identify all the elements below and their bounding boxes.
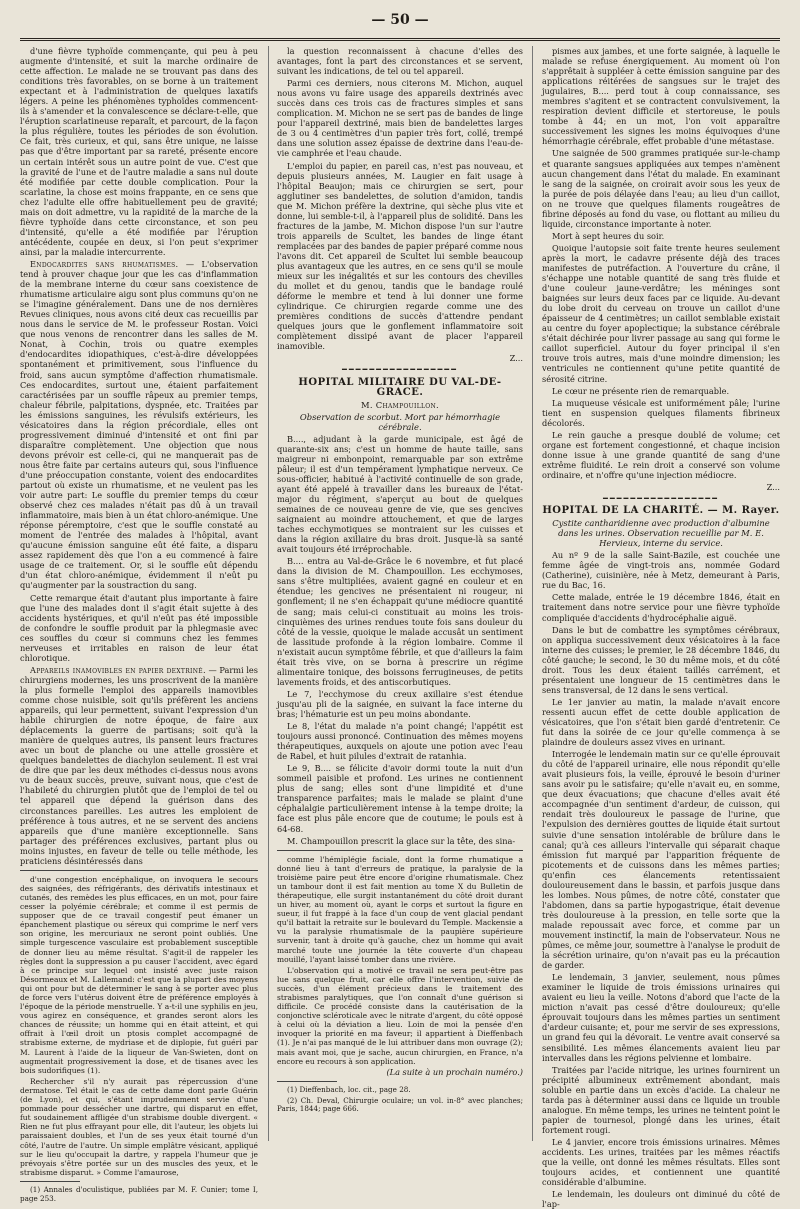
paragraph: Interrogée le lendemain matin sur ce qu'elle éprouvait du côté de l'appareil urinaire, elle nous répondit qu'elle avait plusieurs fois, la veille, éprouvé le besoin d'uriner sans avoir pu le satisfaire; qu'elle n'avait eu, en somme, que deux évacuations; que chacune d'elles avait été accompagnée d'un sentiment d'ardeur, de cuisson, qui rendait très douloureux le passage de l'urine, que l'expulsion des dernières gouttes de liquide était surtout suivie d'une sensation intolérable de brûlure dans le canal; qu'à ces ailleurs l'intervalle qui séparait chaque émission fut marqué par l'apparition fréquente de picotements et de cuissons dans les mêmes parties; qu'enfin ces élancements retentissaient douloureusement dans le bassin, et parfois jusque dans les lombes. Nous pûmes, de notre côté, constater que l'abdomen, dans sa partie hypogastrique, était devenue très douloureuse à la pression, en telle sorte que la malade repoussait avec force, et comme par un mouvement instinctif, la main de l'observateur. Nous ne pûmes, ce même jour, soumettre à l'analyse le produit de la sécrétion urinaire, qu'on n'avait pas eu la précaution de garder.	[542, 749, 780, 971]
paragraph: Le rein gauche a presque doublé de volume; cet organe est fortement congestionné, et chaque incision donne issue à une grande quantité de sang d'une extrême fluidité. Le rein droit a conservé son volume ordinaire, et n'offre qu'une injection médiocre.	[542, 429, 780, 480]
divider	[20, 870, 258, 871]
signature: Z...	[509, 353, 523, 364]
paragraph: Rechercher s'il n'y aurait pas répercussion d'une dermatose. Tel était le cas de cette dame dont parle Guérin (de Lyon), et qui, s'étant imprudemment servie d'une pommade pour dessécher une dartre, qui disparut en effet, fut soudainement affligée d'un strabisme double divergent. « Rien ne fut plus effrayant pour elle, dit l'auteur, les objets lui paraissaient doubles, et l'un de ses yeux était tourné d'un côté, l'autre de l'autre. Un simple emplâtre vésicant, appliqué sur le lieu qu'occupait la dartre, y rappela l'humeur que je prévoyais s'être portée sur un des muscles des yeux, et le strabisme disparut. » Comme l'amaurose,	[20, 1076, 258, 1177]
paragraph	[20, 259, 258, 591]
paragraph: Dans le but de combattre les symptômes cérébraux, on appliqua successivement deux vésicatoires à la face interne des cuisses; le premier, le 28 décembre 1846, du côté gauche; le second, le 30 du même mois, et du côté droit. Tous les deux étaient taillés carrément, et présentaient une longueur de 15 centimètres dans le sens transversal, de 12 dans le sens vertical.	[542, 624, 780, 695]
section-author: M. Champouillon.	[361, 399, 439, 410]
paragraph: Le 1er janvier au matin, la malade n'avait encore ressenti aucun effet de cette double application de vésicatoires, que l'on s'était bien gardé d'entretenir. Ce fut dans la soirée de ce jour qu'elle commença à se plaindre de douleurs assez vives en urinant.	[542, 696, 780, 748]
page-header	[20, 12, 780, 34]
paragraph: B.... entra au Val-de-Grâce le 6 novembre, et fut placé dans la division de M. Champouillon. Les ecchymoses, sans s'être multipliées, avaient gagné en couleur et en étendue; les gencives ne présentaient ni rougeur, ni gonflement; il ne s'en échappait qu'une médiocre quantité de sang; mais celui-ci constituait au moins les trois-cinquièmes des urines rendues toute fois sans douleur du côté de la vessie, quoique le malade accusât un sentiment de lassitude profonde à la région lombaire. Comme il n'existait aucun symptôme fébrile, et que d'ailleurs la faim était très vive, on se borna à prescrire un régime alimentaire tonique, des boissons ferrugineuses, de petits lavements froids, et des antiscorbutiques.	[277, 556, 523, 687]
section-heading: Appareils inamovibles en papier dextriné.	[30, 664, 206, 675]
signature: Z...	[766, 481, 780, 492]
paragraph: L'observation qui a motivé ce travail ne sera peut-être pas lue sans quelque fruit, car elle offre l'intervention, suivie de succès, d'un élément précieux dans le traitement des strabismes paralytiques, que l'on connaît d'une guérison si difficile. Ce procédé consiste dans la cautérisation de la conjonctive scléroticale avec le nitrate d'argent, du côté opposé à celui où la déviation a lieu. Loin de moi la pensée d'en invoquer la priorité en ma faveur; il appartient à Dieffenbach (1). Je n'ai pas manqué de le lui attribuer dans mon ouvrage (2); mais avant moi, que je sache, aucun chirurgien, en France, n'a encore eu recours à son application.	[277, 965, 523, 1066]
section-subtitle: Cystite cantharidienne avec production d'albumine dans les urines. Observation recueillie par M. E. Hervieux, interne du service.	[552, 518, 770, 549]
paragraph: Le cœur ne présente rien de remarquable.	[552, 385, 730, 396]
paragraph	[20, 665, 258, 866]
paragraph: Cette malade, entrée le 19 décembre 1846, était en traitement dans notre service pour une fièvre typhoïde compliquée d'accidents d'hydrocéphalie aiguë.	[542, 592, 780, 623]
footnote-rule	[20, 1181, 80, 1182]
serial-section	[20, 875, 258, 1204]
footnote: (2) Ch. Deval, Chirurgie oculaire; un vol. in-8° avec planches; Paris, 1844; page 666.	[277, 1095, 523, 1114]
paragraph: d'une congestion encéphalique, on invoquera le secours des saignées, des réfrigérants, des dérivatifs intestinaux et cutanés, des remèdes les plus efficaces, en un mot, pour faire cesser la polyémie cérébrale; et comme il est permis de supposer que de ce travail congestif peut émaner un épanchement plastique ou séreux qui comprime le nerf vers son origine, les mercuriaux ne seront point oubliés. Une simple turgescence vasculaire est probablement susceptible de donner lieu au même résultat. S'agit-il de rappeler les règles dont la suppression a pu causer l'accident, avec égard à ce principe sur lequel ont insisté avec juste raison Désormeaux et M. Lallemand: c'est que la plupart des moyens qui ont pour but de déterminer le sang à se porter avec plus de force vers l'utérus doivent être de préférence employés à l'époque de la période menstruelle. Y a-t-il une syphilis en jeu, vous agirez en conséquence, et grandes seront alors les chances de réussite; un homme qui en était atteint, et qui offrait à l'œil droit un ptosis complet accompagné de strabisme externe, de mydriase et de diplopie, fut guéri par M. Laurent à l'aide de la liqueur de Van-Swieten, dont on augmentait progressivement la dose, et de tisanes avec les bois sudorifiques (1).	[20, 874, 258, 1075]
footnote: (1) Annales d'oculistique, publiées par M. F. Cunier; tome I, page 253.	[20, 1184, 258, 1203]
paragraph: la question reconnaissent à chacune d'elles des avantages, font la part des circonstances et se servent, suivant les indications, de tel ou tel appareil.	[277, 46, 523, 77]
paragraph: Le lendemain, 3 janvier, seulement, nous pûmes examiner le liquide de trois émissions urinaires qui avaient eu lieu la veille. Notons d'abord que l'acte de la miction n'avait pas cessé d'être douloureux; qu'elle éprouvait toujours dans les mêmes parties un sentiment d'ardeur cuisante; et, pour me servir de ses expressions, un grand feu qui la dévorait. Le ventre avait conservé sa sensibilité. Les mêmes élancements avaient lieu par intervalles dans les régions pelvienne et lombaire.	[542, 972, 780, 1063]
paragraph: La muqueuse vésicale est uniformément pâle; l'urine tient en suspension quelques filaments fibrineux décolorés.	[542, 397, 780, 428]
paragraph: B...., adjudant à la garde municipale, est âgé de quarante-six ans; c'est un homme de haute taille, sans maigreur ni embonpoint, remarquable par son extrême pâleur; il est d'un tempérament lymphatique nerveux. Ce sous-officier, habitué à l'activité continuelle de son grade, ayant été appelé à travailler dans les bureaux de l'état-major du régiment, s'aperçut au bout de quelques semaines de ce nouveau genre de vie, que ses gencives saignaient au moindre attouchement, et que de larges taches ecchymotiques se montraient sur les cuisses et dans la région axillaire du bras droit. Jusque-là sa santé avait toujours été irréprochable.	[277, 433, 523, 555]
paragraph: Le 7, l'ecchymose du creux axillaire s'est étendue jusqu'au pli de la saignée, en suivant la face interne du bras; l'hématurie est un peu moins abondante.	[277, 688, 523, 719]
section-title: HOPITAL DE LA CHARITÉ. — M. Rayer.	[542, 505, 780, 517]
paragraph: Une saignée de 500 grammes pratiquée sur-le-champ et quarante sangsues appliquées aux tempes n'amènent aucun changement dans l'état du malade. En examinant le sang de la saignée, on croirait avoir sous les yeux de la purée de pois délayée dans l'eau; au lieu d'un caillot, on ne trouve que quelques filaments rougeâtres de fibrine déposés au fond du vase, ou flottant au milieu du liquide, circonstance importante à noter.	[542, 148, 780, 229]
paragraph: Mort à sept heures du soir.	[552, 230, 665, 241]
column-divider	[268, 46, 269, 1141]
journal-page	[20, 0, 780, 1209]
paragraph-text: — L'observation tend à prouver chaque jour que les cas d'inflammation de la membrane interne du cœur sans coexistence de rhumatisme articulaire aigu sont plus communs qu'on ne se l'imagine généralement. Dans une de nos dernières Revues cliniques, nous avons cité deux cas recueillis par nous dans le service de M. le professeur Rostan. Voici que nous venons de rencontrer dans les salles de M. Nonat, à Cochin, trois ou quatre exemples d'endocardites idiopathiques, c'est-à-dire développées spontanément et primitivement, sous l'influence du froid, sans aucun symptôme d'affection rhumatismale. Ces endocardites, surtout une, étaient parfaitement caractérisées par un souffle râpeux au premier temps, chaleur fébrile, palpitations, dyspnée, etc. Traitées par les émissions sanguines, les révulsifs extérieurs, les vésicatoires dans la région précordiale, elles ont progressivement diminué d'intensité et ont fini par disparaître complètement. Une objection que nous devons prévoir est celle-ci, qui ne manquerait pas de nous être faite par certains auteurs qui, sous l'influence d'une préoccupation constante, voient des endocardites partout où existe un rhumatisme, et ne veulent pas les voir autre part: Le souffle du premier temps du cœur observé chez ces malades n'était pas dû à un travail inflammatoire, mais bien à un état chloro-anémique. Une réponse péremptoire, c'est que le souffle constaté au moment de l'entrée des malades à l'hôpital, avant qu'aucune émission sanguine eût été faite, a disparu assez rapidement dès que l'on a eu commencé à faire usage de ce traitement. Or, si le souffle eût dépendu d'un état chloro-anémique, évidemment il n'eût pu qu'augmenter par la soustraction du sang.	[20, 258, 258, 591]
paragraph-text: — Parmi les chirurgiens modernes, les uns proscrivent de la manière la plus formelle l'emploi des appareils inamovibles comme chose nuisible, soit qu'ils préfèrent les anciens appareils, qui leur permettent, suivant l'expression d'un habile chirurgien de notre époque, de faire aux déplacements la guerre de partisans; soit qu'à la manière de quelques autres, ils pansent leurs fractures avec un bout de planche ou une attelle grossière et quelques bandelettes de diachylon seulement. Il est vrai de dire que par les deux méthodes ci-dessus nous avons vu de beaux succès, preuve, suivant nous, que c'est de l'habileté du chirurgien plutôt que de l'emploi de tel ou tel appareil que dépend la guérison dans des circonstances pareilles. Les autres les emploient de préférence à tous autres, et ne se servent des anciens appareils que d'une manière exceptionnelle. Sans partager des préférences exclusives, partant plus ou moins injustes, en faveur de telle ou telle méthode, les praticiens désintéressés dans	[20, 664, 258, 866]
paragraph: Le lendemain, les douleurs ont diminué du côté de l'ap-	[542, 1189, 780, 1209]
column-center	[277, 46, 523, 1141]
divider	[277, 850, 523, 851]
paragraph: L'emploi du papier, en pareil cas, n'est pas nouveau, et depuis plusieurs années, M. Laugier en fait usage à l'hôpital Beaujon; mais ce chirurgien se sert, pour agglutiner ses bandelettes, de solution d'amidon, tandis que M. Michon préfère la dextrine, qui sèche plus vite et donne, lui semble-t-il, à l'appareil plus de solidité. Dans les fractures de la jambe, M. Michon dispose l'un sur l'autre trois appareils de Scultet, les bandes de linge étant remplacées par des bandes de papier préparé comme nous l'avons dit. Cet appareil de Scultet lui semble beaucoup plus avantageux que les autres, en ce sens qu'il se moule mieux sur les inégalités et sur les contours des chevilles du mollet et du genou, tandis que le bandage roulé déforme le membre et tend à lui donner une forme cylindrique. Ce chirurgien regarde comme une des premières conditions de succès d'attendre pendant quelques jours que le gonflement inflammatoire soit complètement dissipé avant de placer l'appareil inamovible.	[277, 160, 523, 352]
column-divider	[532, 46, 533, 1141]
footnote-rule	[277, 1081, 337, 1082]
section-subtitle: Observation de scorbut. Mort par hémorrhagie cérébrale.	[299, 411, 501, 432]
page-number: — 50 —	[365, 12, 434, 28]
paragraph: Traitées par l'acide nitrique, les urines fournirent un précipité albumineux extrêmement abondant, mais soluble en partie dans un excès d'acide. La chaleur ne tarda pas à déterminer aussi dans ce liquide un trouble analogue. En même temps, les urines ne teintent point le papier de tournesol, plongé dans les urines, était fortement rougi.	[542, 1064, 780, 1135]
paragraph: d'une fièvre typhoïde commençante, qui peu à peu augmente d'intensité, et suit la marche ordinaire de cette affection. Le malade ne se trouvant pas dans des conditions très favorables, on se borne à un traitement expectant et à l'administration de quelques laxatifs légers. A peine les phénomènes typhoïdes commencent-ils à s'amender et la convalescence se déclare-t-elle, que l'éruption scarlatineuse reparaît, et parcourt, de la façon la plus régulière, toutes les périodes de son évolution. Ce fait, très curieux, et qui, sans être unique, ne laisse pas que d'être important par sa rareté, présente encore un certain intérêt sous un autre point de vue. C'est que la gravité de l'une et de l'autre maladie a sans nul doute été modifiée par cette double complication. Pour la scarlatine, la chose est moins frappante, en ce sens que chez l'adulte elle offre habituellement peu de gravité; mais on doit admettre, vu la rapidité de la marche de la fièvre typhoïde dans cette circonstance, et son peu d'intensité, qu'elle a été modifiée par l'éruption antécédente, coupée en deux, si l'on peut s'exprimer ainsi, par la maladie intercurrente.	[20, 46, 258, 257]
paragraph: pismes aux jambes, et une forte saignée, à laquelle le malade se refuse énergiquement. Au moment où l'on s'apprêtait à suppléer à cette émission sanguine par des applications réitérées de sangsues sur le trajet des jugulaires, B.... perd tout à coup connaissance, ses membres s'agitent et se contractent convulsivement, la respiration devient difficile et stertoreuse, le pouls tombe à 44; en un mot, l'on voit apparaître successivement les signes les moins équivoques d'une hémorrhagie cérébrale, effet probable d'une métastase.	[542, 46, 780, 147]
continuation-note: (La suite à un prochain numéro.)	[386, 1066, 523, 1077]
paragraph: M. Champouillon prescrit la glace sur la tête, des sina-	[287, 835, 516, 846]
paragraph: Parmi ces derniers, nous citerons M. Michon, auquel nous avons vu faire usage des appareils dextrinés avec succès dans ces trois cas de fractures simples et sans complication. M. Michon ne se sert pas de bandes de linge pour l'appareil dextriné, mais bien de bandelettes larges de 3 ou 4 centimètres d'un papier très fort, collé, trempé dans une solution assez épaisse de dextrine dans l'eau-de-vie camphrée et l'eau chaude.	[277, 78, 523, 159]
paragraph: Le 8, l'état du malade n'a point changé; l'appétit est toujours aussi prononcé. Continuation des mêmes moyens thérapeutiques, auxquels on ajoute une potion avec l'eau de Rabel, et huit pilules d'extrait de ratanhia.	[277, 721, 523, 762]
paragraph: Quoique l'autopsie soit faite trente heures seulement après la mort, le cadavre présente déjà des traces manifestes de putréfaction. A l'ouverture du crâne, il s'échappe une notable quantité de sang très fluide et d'une couleur jaune-verdâtre; les méninges sont baignées sur leurs deux faces par ce liquide. Au-devant du lobe droit du cerveau on trouve un caillot d'une épaisseur de 4 centimètres; un caillot semblable existait au centre du foyer apoplectique; la substance cérébrale s'était déchirée pour livrer passage au sang qui forme le caillot superficiel. Autour du foyer principal il s'en trouve trois autres, mais d'une moindre dimension; les ventricules ne contiennent qu'une petite quantité de sérosité citrine.	[542, 242, 780, 384]
paragraph: Cette remarque était d'autant plus importante à faire que l'une des malades dont il s'agit était sujette à des accidents hystériques, et qu'il n'eût pas été impossible de confondre le souffle produit par la phlegmasie avec ces souffles du cœur si communs chez les femmes nerveuses et irritables en raison de leur état chlorotique.	[20, 592, 258, 663]
section-title: HOPITAL MILITAIRE DU VAL-DE-GRACE.	[298, 376, 502, 398]
section-heading: Endocardites sans rhumatismes.	[30, 258, 179, 269]
paragraph: Au nº 9 de la salle Saint-Bazile, est couchée une femme âgée de vingt-trois ans, nommée Godard (Catherine), cuisinière, née à Metz, demeurant à Paris, rue du Bac, 16.	[542, 550, 780, 591]
paragraph: Le 4 janvier, encore trois émissions urinaires. Mêmes accidents. Les urines, traitées par les mêmes réactifs que la veille, ont donné les mêmes résultats. Elles sont toujours acides, et contiennent une quantité considérable d'albumine.	[542, 1136, 780, 1188]
paragraph: comme l'hémiplégie faciale, dont la forme rhumatique a donné lieu à tant d'erreurs de pratique, la paralysie de la troisième paire peut être encore d'origine rhumatismale. Chez un tambour dont il est fait mention au tome X du Bulletin de thérapeutique, elle surgit instantanément du côté droit durant un hiver, au moment où, ayant le corps et surtout la figure en sueur, il fut frappé à la face d'un coup de vent glacial pendant qu'il battait la retraite sur le boulevard du Temple. Mackensie a vu la paralysie rhumatismale de la paupière supérieure survenir, tant à droite qu'à gauche, chez un homme qui avait marché toute une journée la tête couverte d'un chapeau mouillé, l'ayant laissé tomber dans une rivière.	[277, 854, 523, 964]
serial-section	[277, 855, 523, 1115]
column-right	[542, 46, 780, 1209]
footnote: (1) Dieffenbach, loc. cit., page 28.	[287, 1084, 411, 1094]
paragraph: Le 9, B.... se félicite d'avoir dormi toute la nuit d'un sommeil paisible et profond. Les urines ne contiennent plus de sang; elles sont d'une limpidité et d'une transparence parfaites; mais le malade se plaint d'une céphalalgie particulièrement intense à la tempe droite; la face est plus pâle encore que de coutume; le pouls est à 64-68.	[277, 763, 523, 834]
ornament-divider: ━━━━━━━━━━━━━━━━━	[342, 365, 458, 375]
header-rule	[20, 38, 780, 41]
ornament-divider: ━━━━━━━━━━━━━━━━━	[603, 494, 719, 504]
column-left	[20, 46, 258, 1203]
